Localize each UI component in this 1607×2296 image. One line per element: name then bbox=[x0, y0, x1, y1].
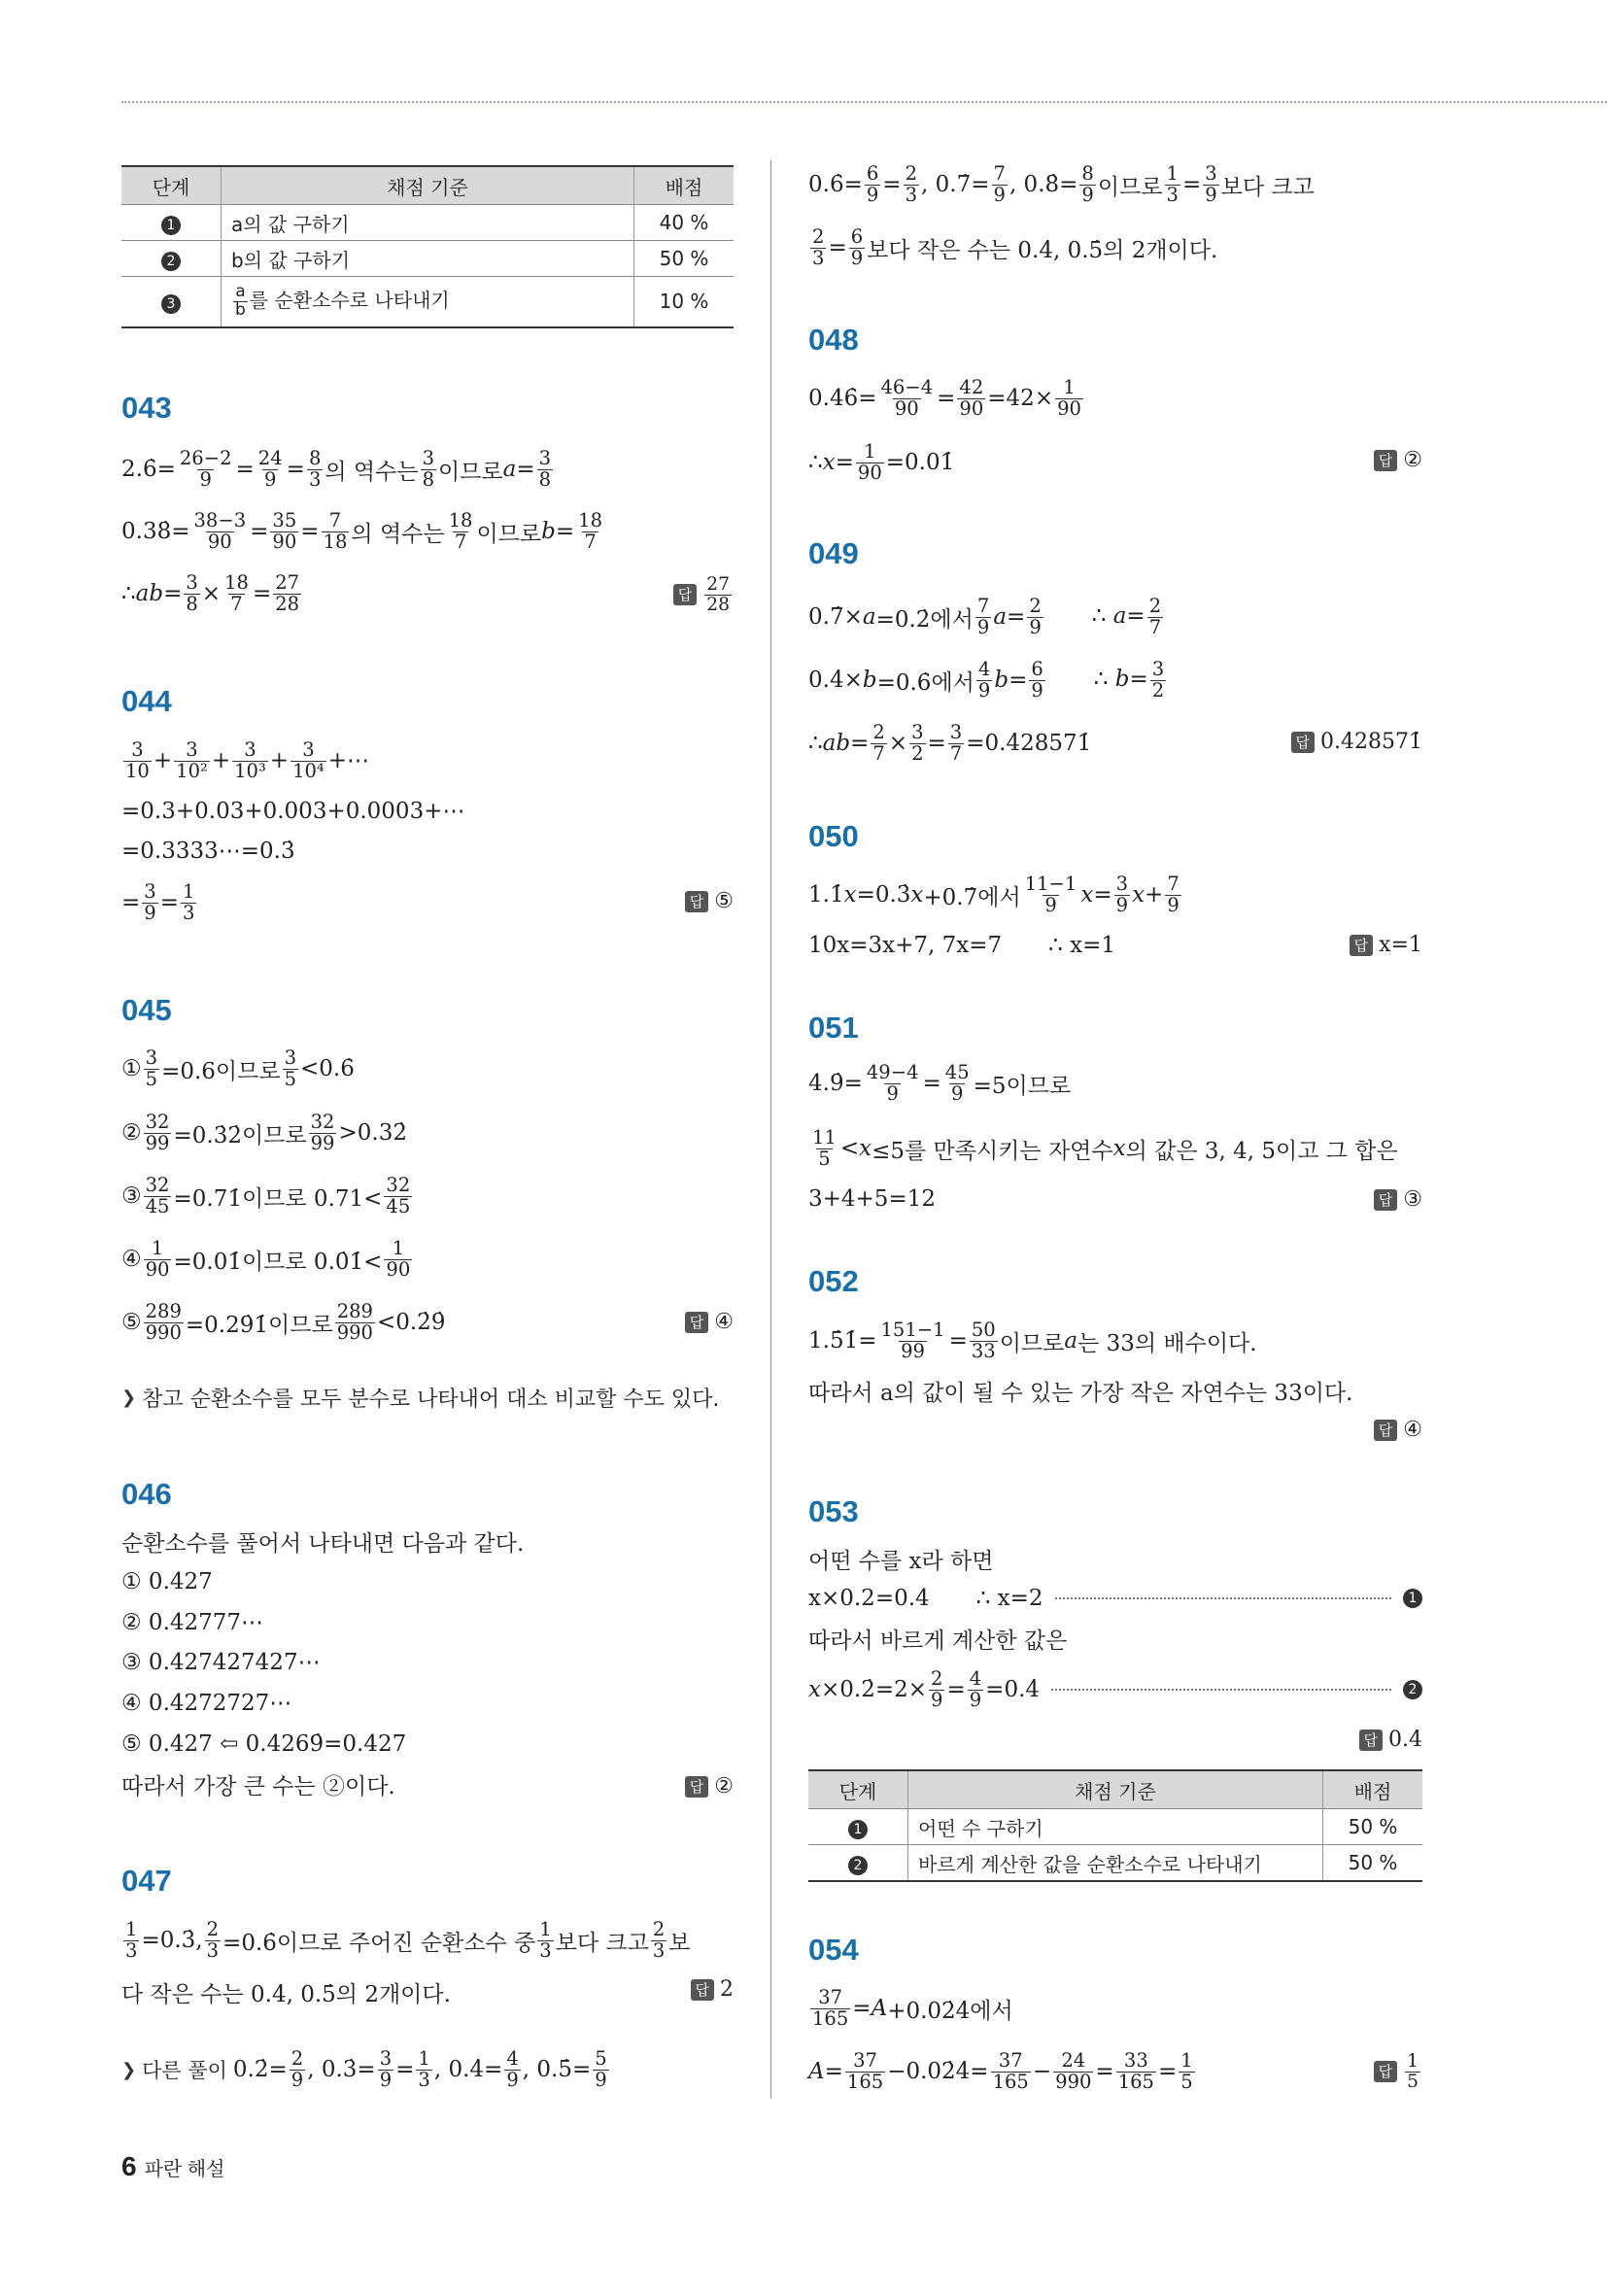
solution-line: =0.3+0.03+0.003+0.0003+⋯ bbox=[121, 799, 465, 824]
solution-line: 다 작은 수는 0.4̇, 0.5̇의 2개이다. bbox=[121, 1981, 451, 2007]
step-marker-1: 1 bbox=[1403, 1589, 1422, 1608]
alternative-solution: ❯ 다른 풀이 0.2̇= 2 9 , 0.3̇= 3 9 = 1 3 , 0.4̇= 4 9 , 0.5̇= 5 9 bbox=[121, 2046, 607, 2091]
answer: 답 ③ bbox=[1374, 1187, 1422, 1212]
answer: 답 ② bbox=[1374, 448, 1422, 472]
solution-line: ② 32 99 =0.3̇2̇이므로 32 99 >0.32̇ bbox=[121, 1110, 407, 1154]
problem-number: 044 bbox=[121, 684, 172, 718]
criteria-cell: $\frac{a}{b}$ 를 순환소수로 나타내기 bbox=[222, 277, 634, 327]
score-cell: 10 % bbox=[634, 277, 735, 327]
note-arrow-icon: ❯ bbox=[121, 1387, 137, 1408]
solution-line: x ×0.2̇=2× 2 9 = 4 9 =0.4̇ 2 bbox=[808, 1665, 1422, 1714]
score-cell: 50 % bbox=[1323, 1845, 1423, 1882]
solution-line: ③ 32 45 =0.71̇이므로 0.71< 32 45 bbox=[121, 1173, 411, 1217]
answer: 답 2 bbox=[691, 1977, 735, 2002]
solution-line: 0.7̇× a =0.2̇에서 7 9 a = 2 9 ∴ a= $\frac{2}{7}$ bbox=[808, 594, 1162, 638]
solution-line: ③ 0.427427427⋯ bbox=[121, 1650, 321, 1675]
step-marker: 1 bbox=[848, 1820, 868, 1839]
table-row bbox=[121, 277, 734, 327]
solution-line: ⑤ 289 990 =0.29̇1̇이므로 289 990 <0.2̇9̇ bbox=[121, 1299, 446, 1344]
table-row bbox=[121, 205, 734, 241]
problem-number: 048 bbox=[808, 323, 859, 357]
th-step: 단계 bbox=[121, 166, 222, 205]
th-criteria: 채점 기준 bbox=[908, 1770, 1323, 1809]
top-dotted-rule bbox=[121, 101, 1607, 103]
solution-line: 10x=3x+7, 7x=7 ∴ x=1 bbox=[808, 933, 1115, 958]
solution-line: 0.46̇= 46−4 90 = 42 90 =42× 1 90 bbox=[808, 375, 1081, 420]
page-number: 6 bbox=[121, 2151, 137, 2181]
solution-line: ② 0.42777⋯ bbox=[121, 1610, 264, 1635]
problem-number: 052 bbox=[808, 1264, 859, 1298]
solution-line: 0.38̇= 38−3 90 = 35 90 = 7 18 의 역수는 18 7 이므로 b = 18 7 bbox=[121, 508, 602, 553]
step-marker: 3 bbox=[161, 294, 181, 314]
answer: 답 ④ bbox=[1374, 1418, 1422, 1442]
answer: 답 27 28 bbox=[673, 575, 734, 614]
criteria-cell: a의 값 구하기 bbox=[222, 205, 634, 241]
solution-line: 1.5̇1̇= 151−1 99 = 50 33 이므로 a 는 33의 배수이다. bbox=[808, 1318, 1257, 1362]
step-marker: 2 bbox=[848, 1856, 868, 1875]
solution-line: x×0.2=0.4 ∴ x=2 1 bbox=[808, 1574, 1422, 1623]
solution-line: 따라서 가장 큰 수는 ②이다. bbox=[121, 1773, 395, 1799]
step-marker-2: 2 bbox=[1403, 1680, 1422, 1699]
th-criteria: 채점 기준 bbox=[222, 166, 634, 205]
criteria-cell: b의 값 구하기 bbox=[222, 241, 634, 277]
solution-line: 순환소수를 풀어서 나타내면 다음과 같다. bbox=[121, 1530, 525, 1557]
solution-line: A = 37 165 −0.02̇4̇= 37 165 − 24 990 = 33 165 = 1 5 bbox=[808, 2048, 1193, 2093]
answer: 답 ② bbox=[685, 1774, 734, 1799]
solution-line: 4.9̇= 49−4 9 = 45 9 =5이므로 bbox=[808, 1060, 1072, 1105]
answer: 답 ④ bbox=[685, 1310, 734, 1334]
solution-line: 0.4̇× b =0.6̇에서 4 9 b = 6 9 ∴ b= $\frac{3}{2}$ bbox=[808, 657, 1165, 702]
problem-number: 046 bbox=[121, 1477, 172, 1511]
solution-line: 1 3 =0.3̇, 2 3 =0.6̇이므로 주어진 순환소수 중 1 3 보다 크고 2 3 보 bbox=[125, 1917, 691, 1962]
solution-line: 37 165 = A +0.02̇4̇에서 bbox=[812, 1985, 1013, 2030]
leader-dots bbox=[1051, 1689, 1391, 1691]
answer: 답 0.4̇28571̇ bbox=[1291, 730, 1422, 754]
criteria-cell: 바르게 계산한 값을 순환소수로 나타내기 bbox=[908, 1845, 1323, 1882]
answer: 답 0.4̇ bbox=[1359, 1728, 1423, 1752]
solution-line: 2 3 = 6 9 보다 작은 수는 0.4̇, 0.5̇의 2개이다. bbox=[812, 224, 1218, 269]
leader-dots bbox=[1055, 1597, 1392, 1599]
reference-note: ❯ 참고 순환소수를 모두 분수로 나타내어 대소 비교할 수도 있다. bbox=[121, 1387, 720, 1412]
problem-number: 049 bbox=[808, 536, 859, 570]
column-divider bbox=[770, 160, 771, 2099]
solution-line: =0.3333⋯=0.3̇ bbox=[121, 839, 295, 864]
table-row bbox=[121, 241, 734, 277]
problem-number: 047 bbox=[121, 1864, 172, 1898]
note-arrow-icon: ❯ bbox=[121, 2059, 137, 2080]
score-cell: 40 % bbox=[634, 205, 735, 241]
solution-line: ∴ x = 1 90 =0.01̇ bbox=[808, 439, 955, 484]
solution-line: ① 0.427 bbox=[121, 1569, 213, 1594]
solution-line: 0.6̇= 6 9 = 2 3 , 0.7̇= 7 9 , 0.8̇= 8 9 이므로 1 3 = 3 9 보다 크고 bbox=[808, 161, 1315, 206]
answer: 답 x=1 bbox=[1350, 933, 1422, 957]
problem-number: 043 bbox=[121, 391, 172, 425]
score-cell: 50 % bbox=[634, 241, 735, 277]
solution-line: ④ 1 90 =0.01̇이므로 0.0̇1̇< 1 90 bbox=[121, 1236, 411, 1281]
solution-line: 따라서 바르게 계산한 값은 bbox=[808, 1628, 1068, 1654]
th-score: 배점 bbox=[1323, 1770, 1423, 1809]
solution-line: ⑤ 0.427 ⇦ 0.4269̇=0.427 bbox=[121, 1731, 407, 1757]
table-row bbox=[808, 1845, 1422, 1882]
criteria-cell: 어떤 수 구하기 bbox=[908, 1809, 1323, 1845]
problem-number: 045 bbox=[121, 993, 172, 1027]
problem-number: 051 bbox=[808, 1011, 859, 1045]
scoring-table-053 bbox=[808, 1769, 1422, 1882]
page-footer bbox=[121, 2151, 224, 2182]
solution-line: 어떤 수를 x라 하면 bbox=[808, 1548, 994, 1574]
score-cell: 50 % bbox=[1323, 1809, 1423, 1845]
answer: 답 1 5 bbox=[1374, 2052, 1422, 2091]
scoring-table-042 bbox=[121, 165, 734, 328]
problem-number: 054 bbox=[808, 1933, 859, 1967]
solution-line: ∴ ab = 3 8 × 18 7 = 27 28 bbox=[121, 570, 300, 615]
solution-line: = 3 9 = 1 3 bbox=[121, 879, 195, 924]
solution-line: 2.6̇= 26−2 9 = 24 9 = 8 3 의 역수는 3 8 이므로 a = 3 8 bbox=[121, 446, 552, 491]
problem-number: 053 bbox=[808, 1494, 859, 1528]
answer: 답 ⑤ bbox=[685, 889, 734, 913]
solution-line: 3+4+5=12 bbox=[808, 1186, 936, 1212]
problem-number: 050 bbox=[808, 819, 859, 853]
solution-line: 3 10 + 3 10² + 3 10³ + 3 10⁴ +⋯ bbox=[125, 737, 370, 782]
th-score: 배점 bbox=[634, 166, 735, 205]
th-step: 단계 bbox=[808, 1770, 908, 1809]
solution-line: ① 3 5 =0.6이므로 3 5 <0.6̇ bbox=[121, 1045, 355, 1090]
solution-line: 11 5 < x ≤5를 만족시키는 자연수 x 의 값은 3, 4, 5이고 그 합은 bbox=[812, 1125, 1398, 1170]
solution-line: ④ 0.4272727⋯ bbox=[121, 1691, 292, 1716]
footer-label: 파란 해설 bbox=[144, 2159, 225, 2180]
step-marker: 1 bbox=[161, 216, 181, 235]
solution-line: ∴ ab = 2 7 × 3 2 = 3 7 =0.4̇28571̇ bbox=[808, 720, 1092, 765]
step-marker: 2 bbox=[161, 252, 181, 271]
table-row bbox=[808, 1809, 1422, 1845]
solution-line: 따라서 a의 값이 될 수 있는 가장 작은 자연수는 33이다. bbox=[808, 1380, 1353, 1406]
solution-line: 1.1̇ x =0.3̇ x +0.7̇에서 11−1 9 x = 3 9 x + 7 9 bbox=[808, 872, 1180, 916]
